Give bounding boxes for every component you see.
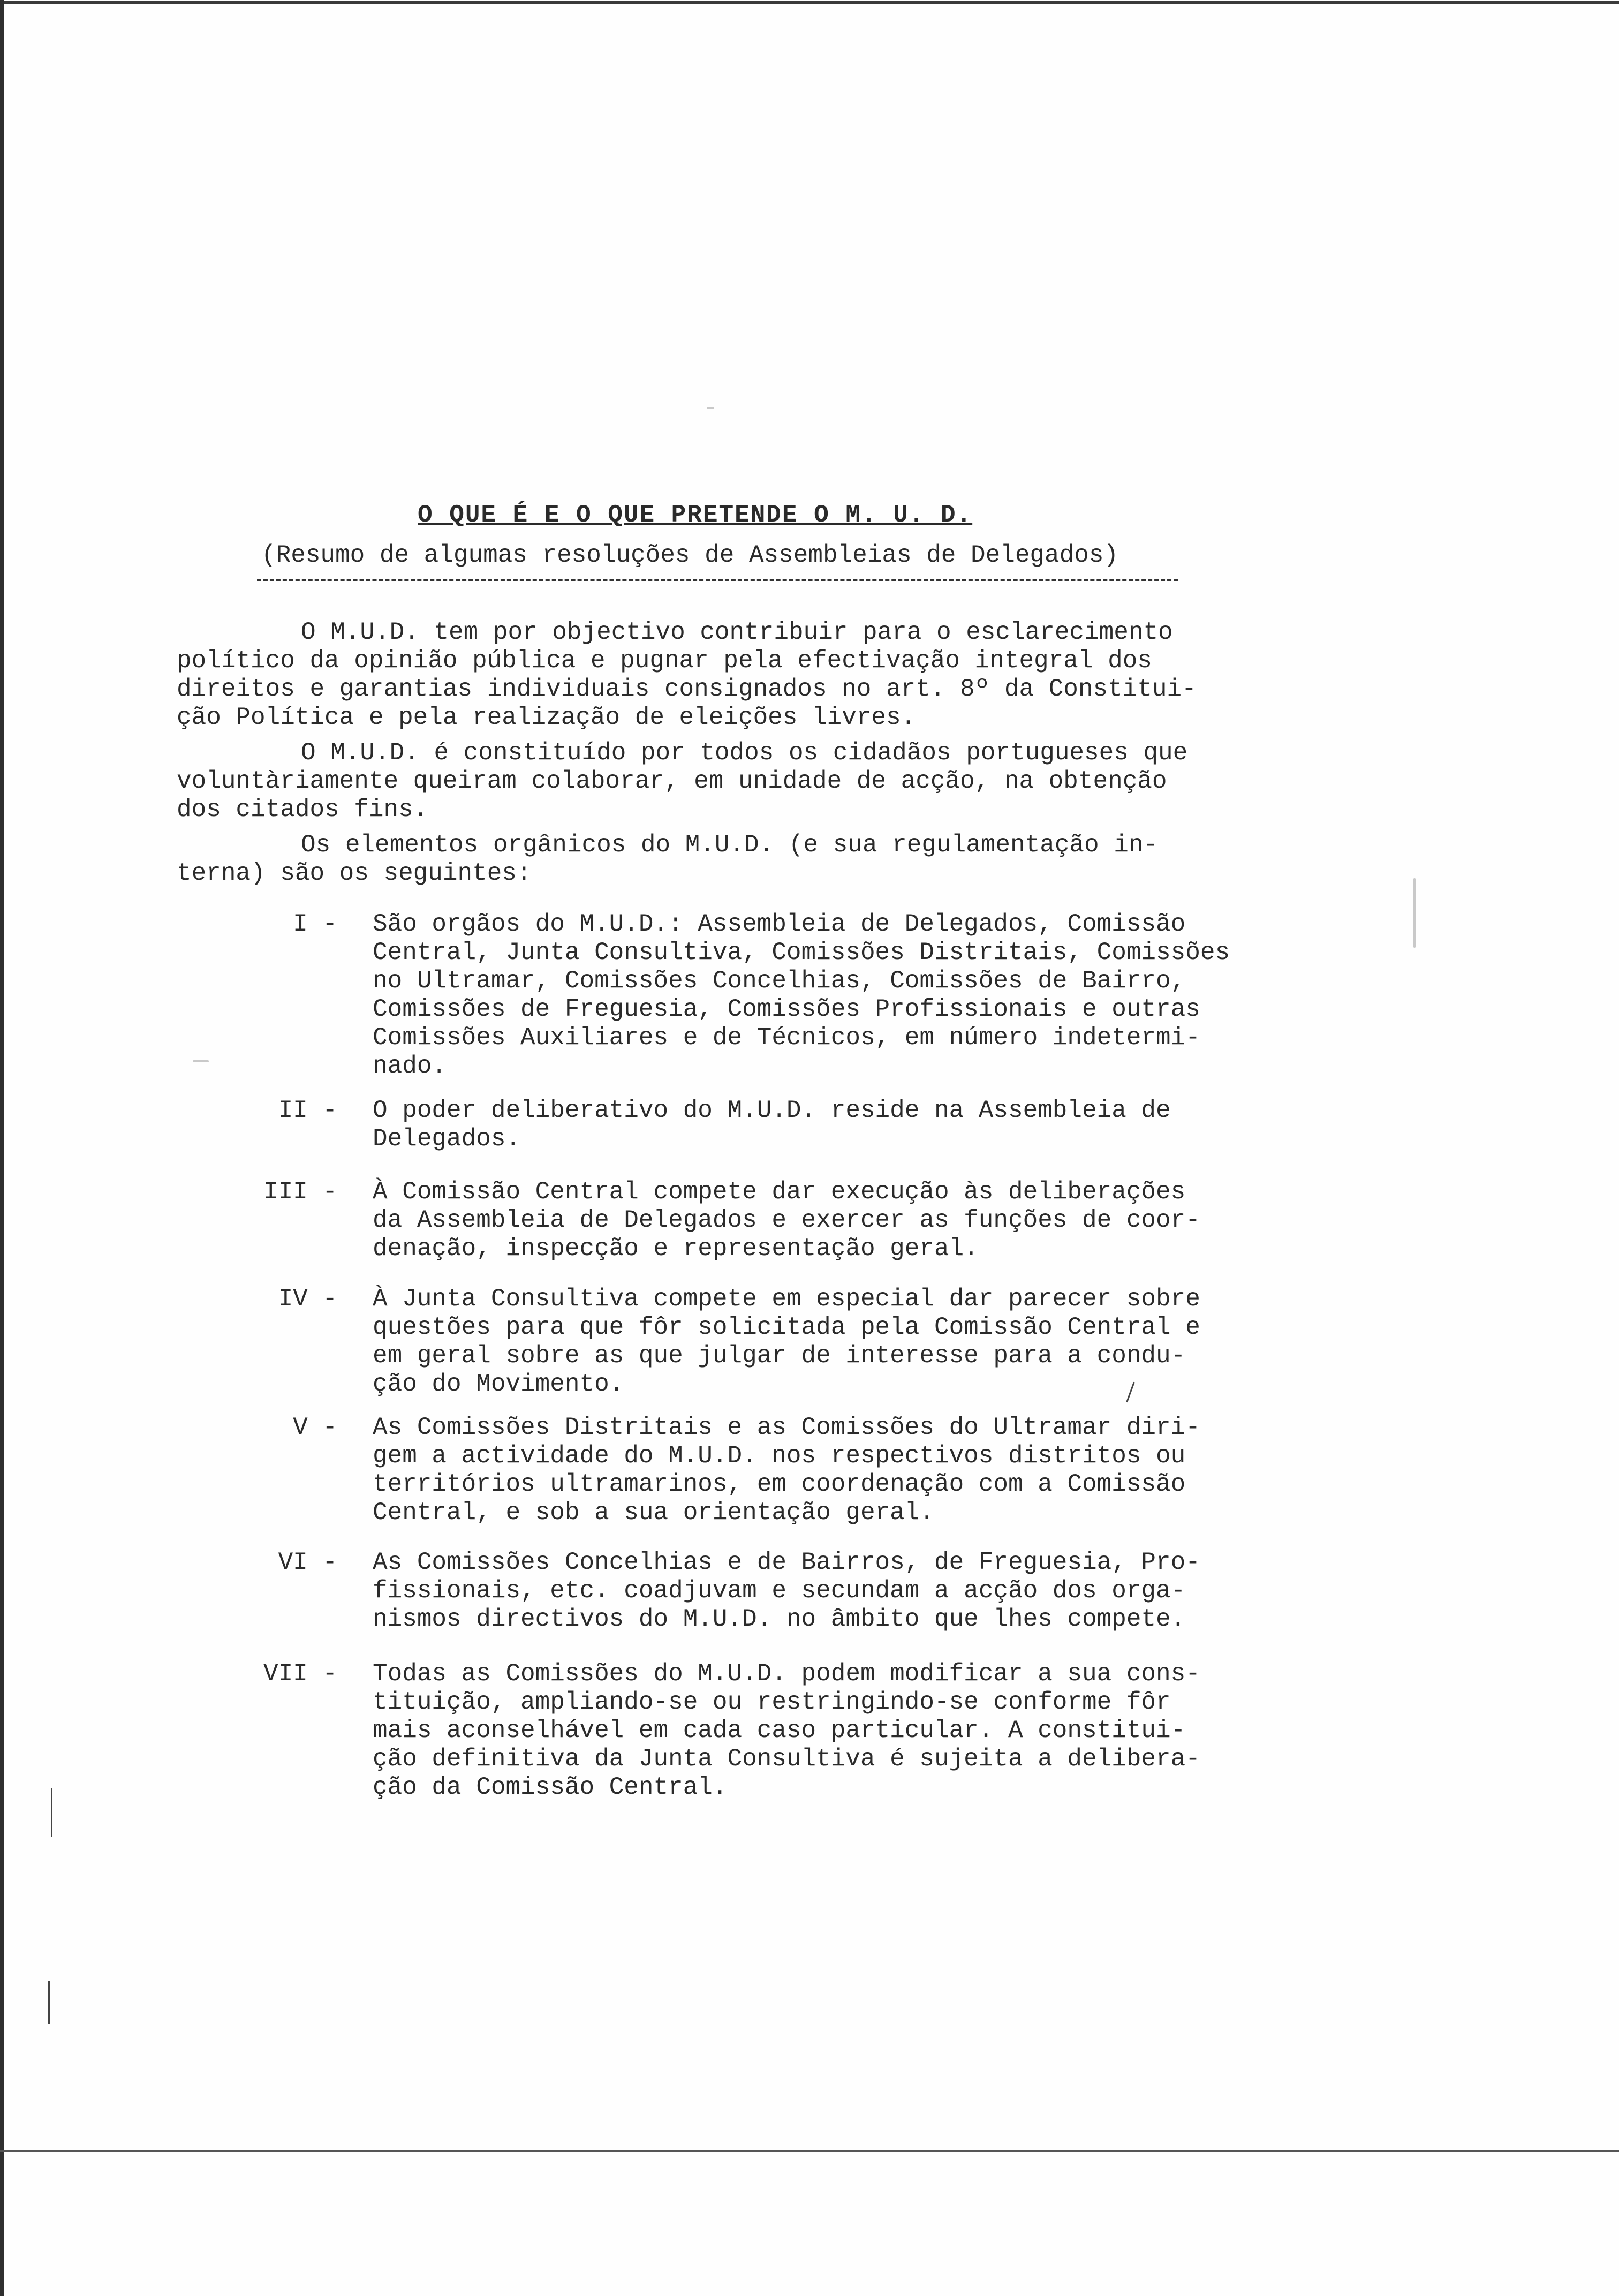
scan-edge-top [0,1,1619,4]
list-item-number: I - [293,910,337,938]
scan-mark [48,1981,50,2024]
list-item-number: IV - [278,1285,337,1313]
list-item-number: II - [278,1097,337,1124]
intro-paragraph-objective: O M.U.D. tem por objectivo contribuir para o esclarecimento político da opinião pública e pugnar pela efectivação integral dos direitos e garantias individuais consignados no art. 8º da Constitui- ção Política e pela realização de eleições livres. [177,618,1197,731]
scan-mark [51,1788,52,1837]
list-item-text: As Comissões Concelhias e de Bairros, de Freguesia, Pro- fissionais, etc. coadjuvam e secundam a acção dos orga- nismos directivos do M.U.D. no âmbito que lhes compete. [373,1549,1200,1633]
list-item-number: III - [263,1178,337,1206]
scan-speck [1413,878,1416,948]
dashed-divider [257,579,1178,581]
document-subtitle: (Resumo de algumas resoluções de Assembleias de Delegados) [261,541,1119,569]
intro-paragraph-members: O M.U.D. é constituído por todos os cidadãos portugueses que voluntàriamente queiram colaborar, em unidade de acção, na obtenção dos citados fins. [177,739,1188,824]
list-item-text: À Junta Consultiva compete em especial dar parecer sobre questões para que fôr solicitada pela Comissão Central e em geral sobre as que julgar de interesse para a condu- ção do Movimento. [373,1285,1200,1398]
list-item-text: As Comissões Distritais e as Comissões do Ultramar diri- gem a actividade do M.U.D. nos respectivos distritos ou territórios ultramarinos, em coordenação com a Comissão Central, e sob a sua orientação geral. [373,1414,1200,1527]
list-item-text: Todas as Comissões do M.U.D. podem modificar a sua cons- tituição, ampliando-se ou restringindo-se conforme fôr mais aconselhável em cada caso particular. A constitui- ção definitiva da Junta Consultiva é sujeita a delibera- ção da Comissão Central. [373,1660,1200,1801]
intro-paragraph-elements: Os elementos orgânicos do M.U.D. (e sua regulamentação in- terna) são os seguintes: [177,831,1159,887]
list-item-text: O poder deliberativo do M.U.D. reside na Assembleia de Delegados. [373,1097,1171,1153]
list-item-text: São orgãos do M.U.D.: Assembleia de Delegados, Comissão Central, Junta Consultiva, Comissões Distritais, Comissões no Ultramar, Comissões Concelhias, Comissões de Bairro, Comissões de Freguesia, Comissões Profissionais e outras Comissões Auxiliares e de Técnicos, em número indetermi- nado. [373,910,1230,1080]
scan-edge-bottom [0,2150,1619,2152]
list-item-number: VI - [278,1549,337,1576]
scan-speck [707,407,714,409]
scan-speck [193,1060,209,1062]
scan-edge-left [0,0,4,2296]
list-item-number: VII - [263,1660,337,1688]
list-item-text: À Comissão Central compete dar execução às deliberações da Assembleia de Delegados e exercer as funções de coor- denação, inspecção e representação geral. [373,1178,1200,1263]
list-item-number: V - [293,1414,337,1441]
document-title: O QUE É E O QUE PRETENDE O M. U. D. [418,501,973,529]
